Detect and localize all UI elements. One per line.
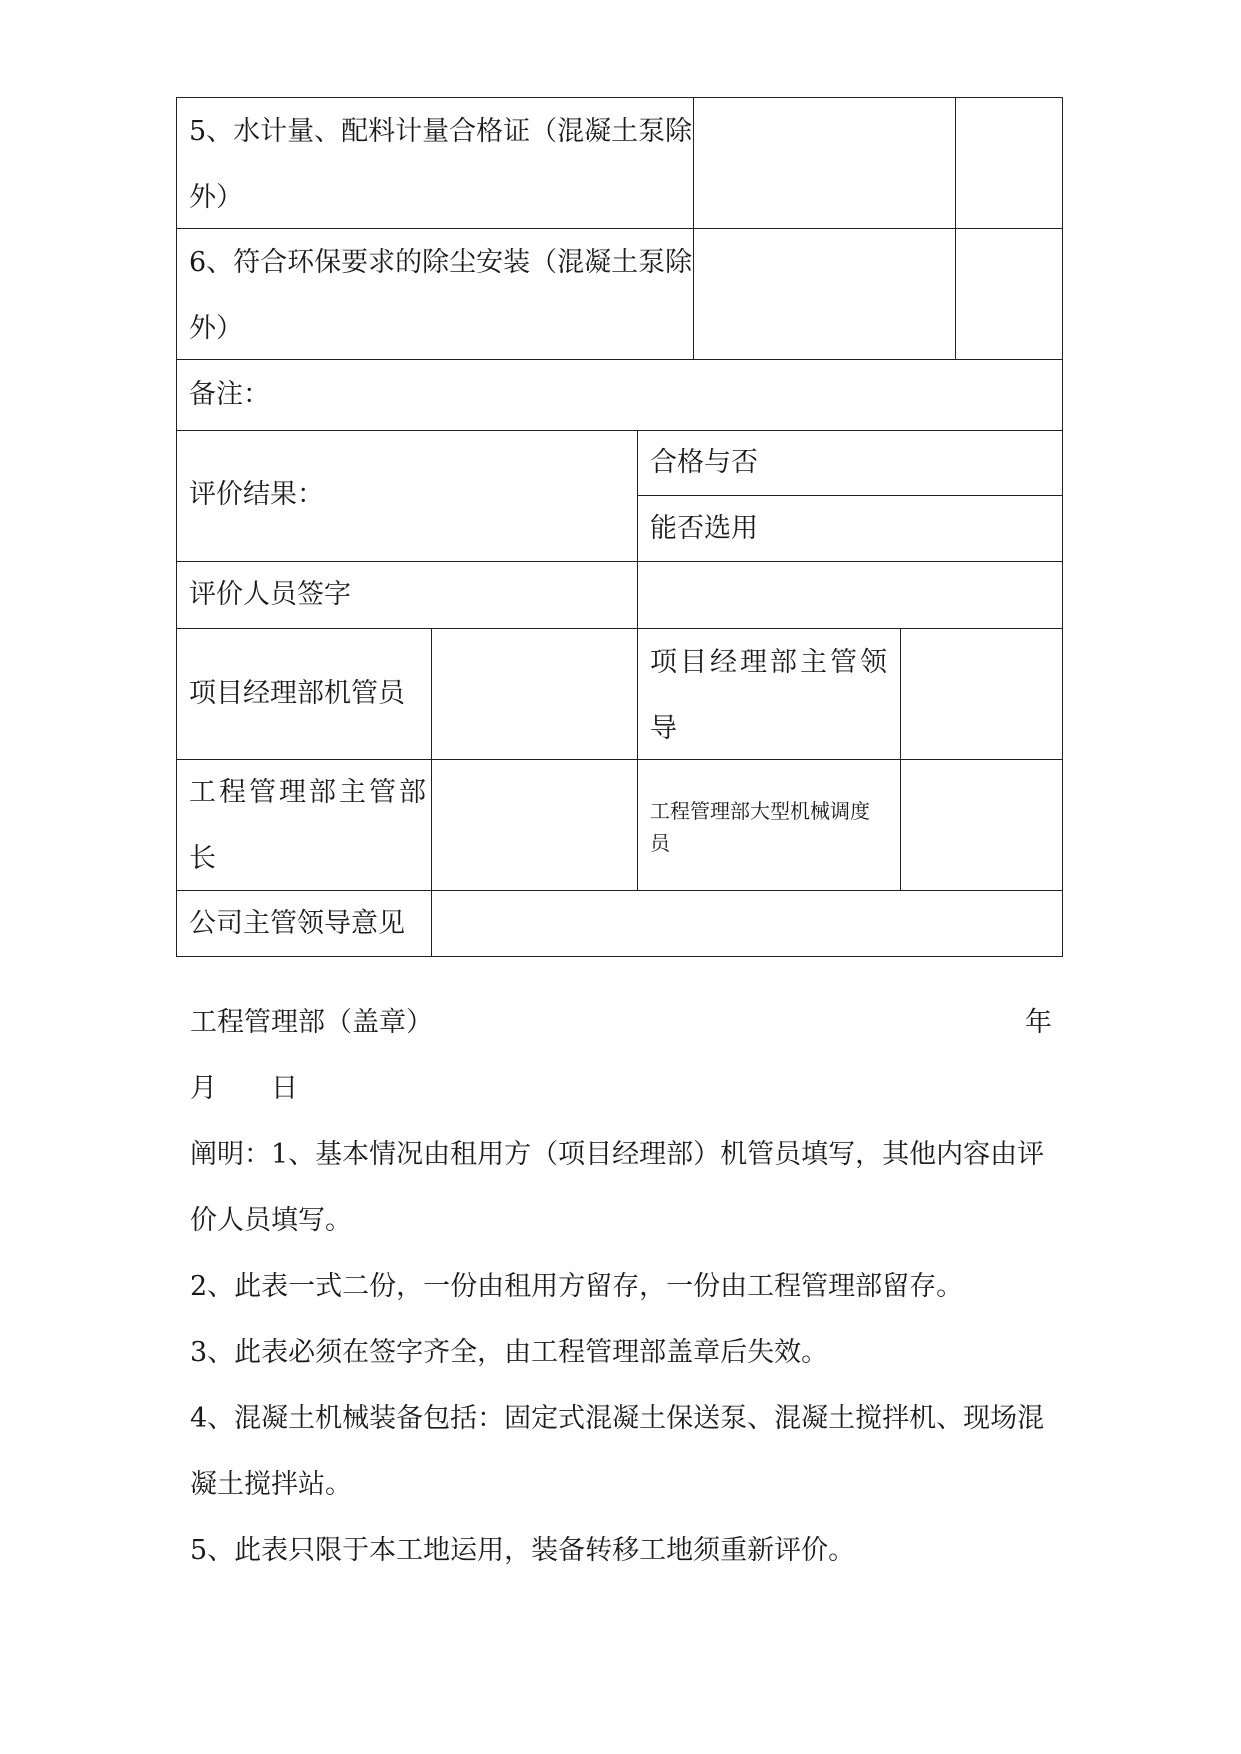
stamp-label: 工程管理部（盖章） xyxy=(190,1007,433,1038)
note-line: 阐明：1、基本情况由租用方（项目经理部）机管员填写，其他内容由评 xyxy=(190,1139,1045,1170)
note-line: 凝土搅拌站。 xyxy=(190,1469,352,1500)
table-divider xyxy=(637,430,638,628)
note-line: 4、混凝土机械装备包括：固定式混凝土保送泵、混凝土搅拌机、现场混 xyxy=(190,1403,1045,1434)
item-5-label: 5、水计量、配料计量合格证（混凝土泵除 外） xyxy=(189,116,693,213)
note-line: 3、此表必须在签字齐全，由工程管理部盖章后失效。 xyxy=(190,1337,829,1368)
qualified-label: 合格与否 xyxy=(650,447,758,478)
month-day-label: 月 日 xyxy=(190,1073,298,1104)
table-divider xyxy=(900,628,901,890)
table-divider xyxy=(176,430,1063,431)
table-divider xyxy=(955,97,956,359)
note-line: 价人员填写。 xyxy=(190,1205,352,1236)
dispatcher-label: 工程管理部大型机械调度 员 xyxy=(650,799,870,855)
table-divider xyxy=(693,97,694,359)
evaluation-result-label: 评价结果： xyxy=(189,479,324,510)
table-divider xyxy=(176,628,1063,629)
note-line: 5、此表只限于本工地运用，装备转移工地须重新评价。 xyxy=(190,1535,856,1566)
table-divider xyxy=(637,628,638,890)
evaluator-signature-label: 评价人员签字 xyxy=(189,579,351,610)
engineering-head-label: 工程管理部主管部 长 xyxy=(189,777,429,874)
table-divider xyxy=(431,628,432,957)
note-line: 2、此表一式二份，一份由租用方留存，一份由工程管理部留存。 xyxy=(190,1271,964,1302)
year-label: 年 xyxy=(1025,1007,1052,1038)
remarks-label: 备注： xyxy=(189,379,270,410)
project-mechanic-label: 项目经理部机管员 xyxy=(189,678,405,709)
project-leader-label: 项目经理部主管领 导 xyxy=(650,647,890,744)
selectable-label: 能否选用 xyxy=(650,513,758,544)
company-opinion-label: 公司主管领导意见 xyxy=(189,908,405,939)
item-6-label: 6、符合环保要求的除尘安装（混凝土泵除 外） xyxy=(189,247,693,344)
